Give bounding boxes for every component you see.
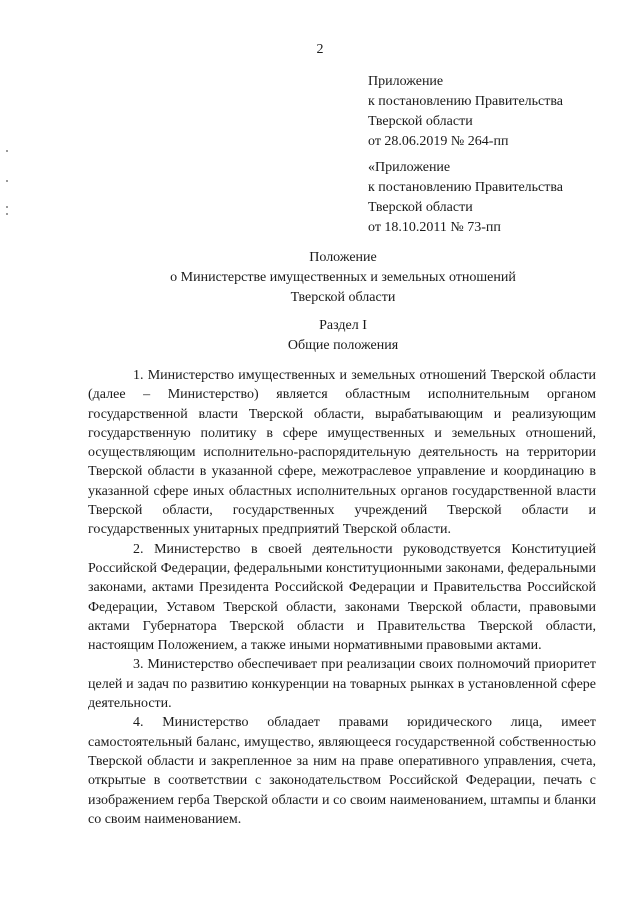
appendix-original-line: к постановлению Правительства [368, 180, 564, 195]
scan-mark [6, 213, 8, 215]
scan-mark [6, 150, 8, 152]
appendix-current-line: Тверской области [368, 114, 473, 129]
document-title [0, 248, 640, 308]
paragraph-2: 2. Министерство в своей деятельности руководствуется Конституцией Российской Федерации, федеральными конституционными законами, федеральными законами, актами Президента Российской Федерации и Правительства Российской Федерации, Уставом Тверской области, законами Тверской области, правовыми актами Губернатора Тверской области и Правительства Тверской области, настоящим Положением, а также иными нормативными правовыми актами. [88, 541, 596, 654]
paragraph-3: 3. Министерство обеспечивает при реализации своих полномочий приоритет целей и задач по развитию конкуренции на товарных рынках в установленной сфере деятельности. [88, 657, 596, 712]
appendix-current-line: к постановлению Правительства [368, 94, 564, 109]
appendix-original-line: «Приложение [368, 160, 451, 175]
section-heading [0, 316, 640, 356]
section-number: Раздел I [319, 318, 367, 333]
appendix-current-block [368, 72, 563, 152]
paragraph-4: 4. Министерство обладает правами юридического лица, имеет самостоятельный баланс, имущество, являющееся государственной собственностью Тверской области и закрепленное за ним на праве оперативного управления, счета, открытые в соответствии с законодательством Российской Федерации, печать с изображением герба Тверской области и со своим наименованием, штампы и бланки со своим наименованием. [88, 715, 596, 827]
appendix-original-block [368, 158, 563, 238]
title-line: Тверской области [290, 290, 396, 305]
page-number: 2 [316, 42, 324, 57]
body-text [88, 366, 596, 829]
section-name: Общие положения [287, 338, 399, 353]
appendix-current-line: Приложение [368, 74, 444, 89]
scan-mark [6, 206, 8, 208]
paragraph-1: 1. Министерство имущественных и земельных отношений Тверской области (далее – Министерство) является областным исполнительным органом государственной власти Тверской области, вырабатывающим и реализующим государственную политику в сфере имущественных и земельных отношений, осуществляющим исполнительно-распорядительную деятельность на территории Тверской области в указанной сфере, межотраслевое управление и координацию в указанной сфере иных областных исполнительных органов государственной власти Тверской области, государственных учреждений Тверской области и государственных унитарных предприятий Тверской области. [88, 368, 596, 538]
title-line: Положение [309, 250, 377, 265]
appendix-original-line: от 18.10.2011 № 73-пп [368, 220, 501, 235]
scan-mark [6, 180, 8, 182]
appendix-current-line: от 28.06.2019 № 264-пп [368, 134, 509, 149]
appendix-original-line: Тверской области [368, 200, 473, 215]
title-line: о Министерстве имущественных и земельных отношений [170, 270, 516, 285]
